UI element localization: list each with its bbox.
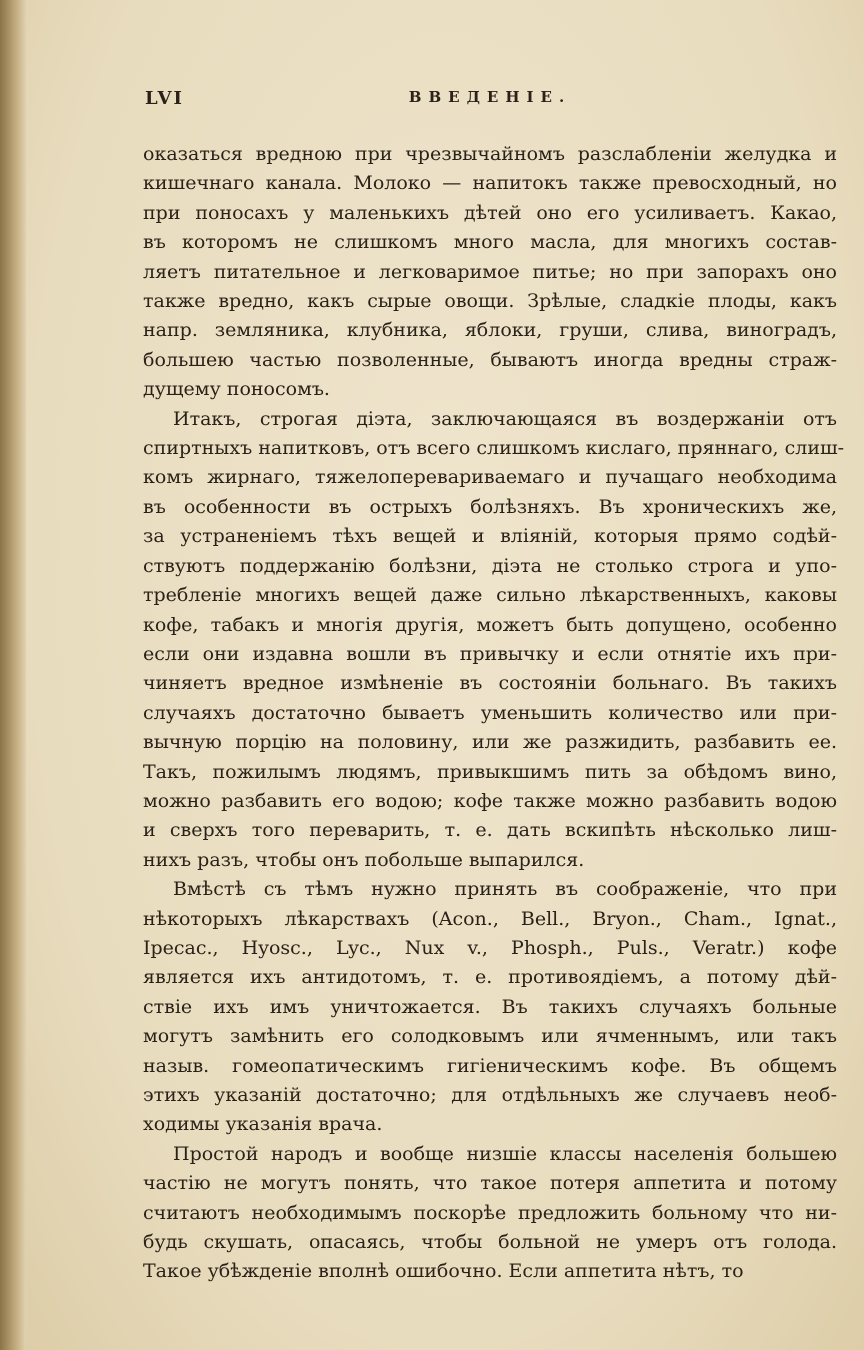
- text-line: за устраненіемъ тѣхъ вещей и вліяній, которыя прямо содѣй-: [143, 525, 837, 548]
- text-line: въ которомъ не слишкомъ много масла, для многихъ состав-: [143, 231, 837, 254]
- text-line: могутъ замѣнить его солодковымъ или ячменнымъ, или такъ: [143, 1025, 837, 1048]
- text-line: Итакъ, строгая діэта, заключающаяся въ воздержаніи отъ: [173, 407, 837, 430]
- text-line: Ipecac., Hyosc., Lyc., Nux v., Phosph., Puls., Veratr.) кофе: [143, 936, 837, 959]
- text-line: также вредно, какъ сырые овощи. Зрѣлые, сладкіе плоды, какъ: [143, 290, 837, 313]
- text-line: большею частью позволенные, бываютъ иногда вредны страж-: [143, 348, 837, 371]
- text-line: требленіе многихъ вещей даже сильно лѣкарственныхъ, каковы: [143, 584, 837, 607]
- text-line: дущему поносомъ.: [143, 378, 330, 401]
- paragraph: [143, 875, 837, 1140]
- text-line: будь скушать, опасаясь, чтобы больной не умеръ отъ голода.: [143, 1231, 837, 1254]
- text-line: кофе, табакъ и многія другія, можетъ быть допущено, особенно: [143, 613, 837, 636]
- text-line: считаютъ необходимымъ поскорѣе предложить больному что ни-: [143, 1201, 837, 1224]
- running-head: ВВЕДЕНІЕ.: [408, 88, 572, 106]
- text-line: Простой народъ и вообще низшіе классы населенія большею: [173, 1142, 837, 1165]
- text-line: Вмѣстѣ съ тѣмъ нужно принять въ соображеніе, что при: [173, 878, 837, 901]
- text-line: Такъ, пожилымъ людямъ, привыкшимъ пить за обѣдомъ вино,: [143, 760, 837, 783]
- page-gutter: [0, 0, 26, 1350]
- body-text: [143, 140, 845, 1287]
- text-line: является ихъ антидотомъ, т. е. противоядіемъ, а потому дѣй-: [143, 966, 837, 989]
- text-line: напр. земляника, клубника, яблоки, груши, слива, виноградъ,: [143, 319, 837, 342]
- text-line: случаяхъ достаточно бываетъ уменьшить количество или при-: [143, 701, 837, 724]
- paragraph: [143, 140, 837, 405]
- text-line: комъ жирнаго, тяжелоперевариваемаго и пучащаго необходима: [143, 466, 837, 489]
- text-line: спиртныхъ напитковъ, отъ всего слишкомъ кислаго, пряннаго, слиш-: [143, 437, 845, 460]
- text-line: и сверхъ того переварить, т. е. дать вскипѣть нѣсколько лиш-: [143, 819, 837, 842]
- text-line: если они издавна вошли въ привычку и если отнятіе ихъ при-: [143, 642, 837, 665]
- text-line: ляетъ питательное и легковаримое питье; но при запорахъ оно: [143, 260, 837, 283]
- text-line: можно разбавить его водою; кофе также можно разбавить водою: [143, 789, 837, 812]
- text-line: оказаться вредною при чрезвычайномъ разслабленіи желудка и: [143, 143, 837, 165]
- paragraph: [143, 405, 845, 876]
- text-line: ходимы указанія врача.: [143, 1113, 383, 1136]
- text-line: нѣкоторыхъ лѣкарствахъ (Acon., Bell., Bryon., Cham., Ignat.,: [143, 907, 837, 930]
- text-line: чиняетъ вредное измѣненіе въ состояніи больнаго. Въ такихъ: [143, 672, 837, 695]
- text-line: кишечнаго канала. Молоко — напитокъ также превосходный, но: [143, 172, 837, 195]
- text-line: ствуютъ поддержанію болѣзни, діэта не столько строга и упо-: [143, 554, 837, 577]
- text-line: вычную порцію на половину, или же разжидить, разбавить ее.: [143, 731, 837, 754]
- text-line: этихъ указаній достаточно; для отдѣльныхъ же случаевъ необ-: [143, 1084, 837, 1106]
- text-line: при поносахъ у маленькихъ дѣтей оно его усиливаетъ. Какао,: [143, 201, 837, 224]
- text-line: ствіе ихъ имъ уничтожается. Въ такихъ случаяхъ больные: [143, 995, 837, 1018]
- paragraph: [143, 1140, 837, 1287]
- page-header: [145, 88, 835, 114]
- text-line: нихъ разъ, чтобы онъ побольше выпарился.: [143, 848, 585, 871]
- text-line: въ особенности въ острыхъ болѣзняхъ. Въ хроническихъ же,: [143, 495, 837, 518]
- text-line: частію не могутъ понять, что такое потеря аппетита и потому: [143, 1172, 837, 1195]
- text-line: Такое убѣжденіе вполнѣ ошибочно. Если аппетита нѣтъ, то: [143, 1260, 744, 1283]
- page-number: LVI: [145, 88, 184, 109]
- text-line: назыв. гомеопатическимъ гигіеническимъ кофе. Въ общемъ: [143, 1054, 837, 1077]
